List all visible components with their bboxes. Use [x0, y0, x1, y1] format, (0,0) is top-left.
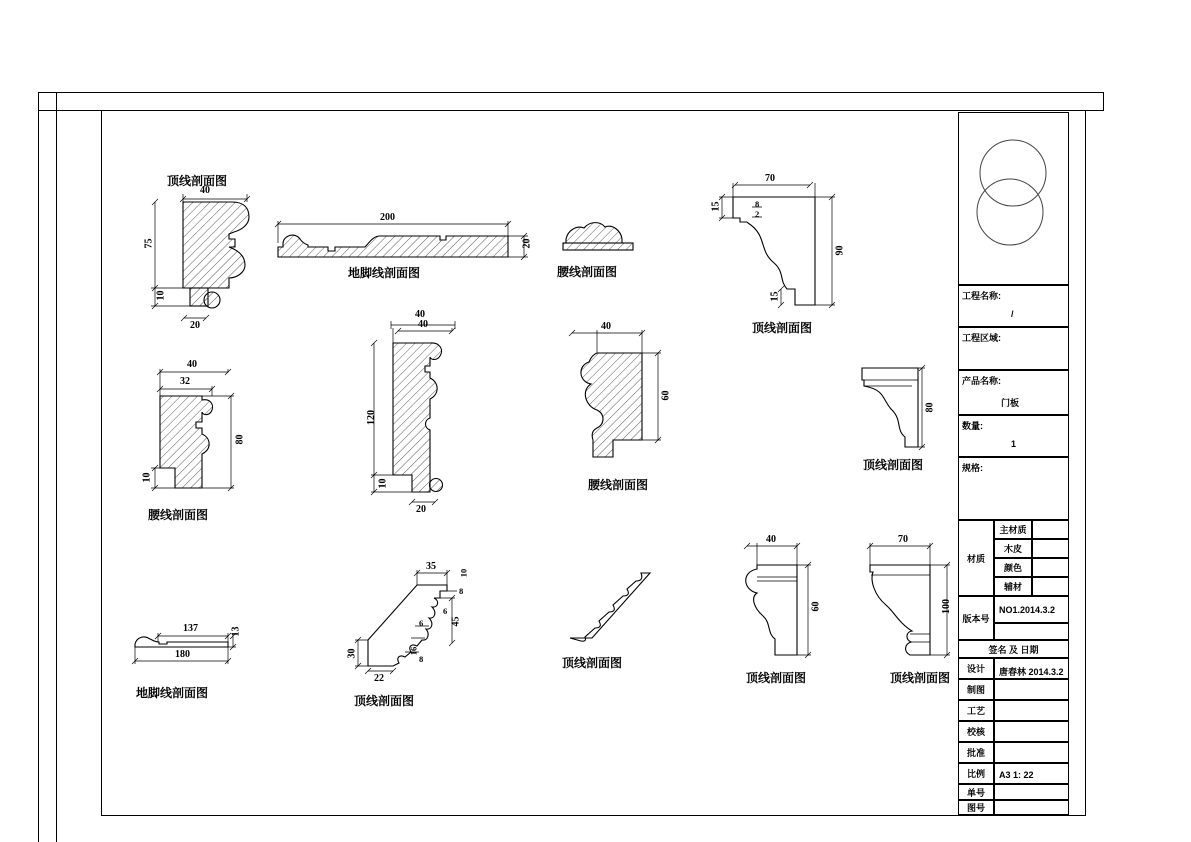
fig-tall-molding	[366, 319, 480, 520]
dim-label: 35	[426, 561, 436, 572]
fig-crown-molding-dimensioned	[345, 560, 480, 712]
sign-date-header	[958, 640, 1069, 658]
quantity-label: 数量:	[962, 421, 983, 431]
dim-label: 16	[408, 646, 419, 656]
dim-label: 15	[710, 201, 722, 212]
dim-label: 60	[810, 601, 822, 612]
row-value	[994, 721, 1069, 742]
version-value-cell	[994, 596, 1069, 623]
dim-label: 10	[141, 472, 153, 483]
figure-caption: 顶线剖面图	[354, 694, 415, 708]
profile-drawing	[370, 320, 480, 520]
material-label-cell	[958, 520, 994, 596]
figure-caption: 腰线剖面图	[557, 265, 618, 279]
figure-caption: 顶线剖面图	[752, 321, 813, 335]
row-value	[994, 700, 1069, 721]
profile-drawing	[700, 175, 860, 337]
dim-label: 40	[601, 321, 611, 332]
material-row-value	[1032, 558, 1069, 577]
dim-label: 70	[765, 173, 775, 184]
profile-drawing	[555, 320, 685, 495]
row-value-text: A3 1: 22	[999, 770, 1034, 780]
row-value	[994, 784, 1069, 800]
border-line	[56, 92, 57, 842]
fig-skirting-section-2	[125, 600, 270, 705]
company-logo-circles	[959, 113, 1068, 284]
material-row-label	[994, 558, 1032, 577]
row-label-text: 批准	[966, 748, 985, 758]
dim-label: 6	[419, 618, 424, 628]
material-row-value	[1032, 520, 1069, 539]
sign-date-text: 签名 及 日期	[988, 644, 1039, 655]
material-row-text: 木皮	[1003, 544, 1022, 554]
spec-label: 规格:	[962, 463, 983, 473]
dim-label: 13	[230, 626, 242, 637]
row-label-text: 工艺	[966, 706, 985, 716]
fig-waist-molding-small	[550, 215, 650, 285]
row-label-text: 图号	[966, 803, 985, 813]
fig-cornice-section	[700, 175, 860, 337]
dim-label: 60	[660, 390, 672, 401]
dim-label: 20	[190, 320, 200, 331]
dim-label: 100	[941, 599, 952, 614]
dim-label: 20	[521, 238, 533, 249]
row-value	[994, 742, 1069, 763]
version-value: NO1.2014.3.2	[999, 605, 1056, 615]
scale-bar-label: 40	[415, 309, 425, 320]
project-name-value: /	[1011, 309, 1014, 319]
dim-label: 80	[924, 402, 936, 413]
fig-top-molding-1	[140, 170, 280, 340]
row-label-text: 校核	[966, 727, 985, 737]
material-row-value	[1032, 577, 1069, 596]
fig-bracket-section-1	[850, 360, 960, 475]
row-value-text: 唐春林 2014.3.2	[999, 667, 1064, 677]
material-row-label	[994, 539, 1032, 558]
dim-label: 75	[143, 238, 155, 249]
row-label	[958, 763, 994, 784]
dim-label: 180	[175, 649, 190, 660]
fig-waist-molding-2	[555, 320, 685, 495]
figure-caption: 顶线剖面图	[167, 174, 228, 188]
version-label-cell	[958, 596, 994, 640]
row-label-text: 制图	[966, 685, 985, 695]
dim-label: 32	[180, 376, 190, 387]
figure-caption: 地脚线剖面图	[136, 686, 209, 700]
dim-label: 40	[200, 185, 210, 196]
row-label-text: 比例	[966, 769, 985, 779]
dim-label: 200	[380, 212, 395, 223]
material-row-value	[1032, 539, 1069, 558]
dim-label: 40	[187, 359, 197, 370]
dim-label: 8	[755, 199, 760, 209]
material-row-text: 主材质	[999, 525, 1027, 535]
row-label-text: 设计	[966, 664, 985, 674]
fig-waist-molding	[140, 360, 265, 525]
row-label	[958, 784, 994, 800]
row-value	[994, 800, 1069, 815]
dim-label: 120	[366, 410, 377, 425]
project-name-cell	[958, 285, 1069, 327]
border-line	[1103, 92, 1104, 111]
dim-label: 15	[769, 291, 781, 302]
profile-drawing	[860, 535, 970, 690]
dim-label: 80	[234, 434, 246, 445]
project-area-label: 工程区域:	[962, 333, 1001, 343]
figure-caption: 顶线剖面图	[746, 671, 807, 685]
dim-label: 2	[755, 209, 760, 219]
dim-label: 40	[418, 319, 428, 330]
material-row-text: 辅材	[1003, 582, 1022, 592]
material-row-text: 颜色	[1003, 563, 1022, 573]
row-label	[958, 721, 994, 742]
project-area-cell	[958, 327, 1069, 370]
profile-drawing	[140, 170, 280, 340]
border-line	[38, 92, 1104, 93]
title-block	[958, 112, 1069, 815]
dim-label: 10	[458, 568, 469, 578]
row-value	[994, 679, 1069, 700]
row-label	[958, 742, 994, 763]
quantity-value: 1	[1011, 439, 1017, 449]
row-label	[958, 700, 994, 721]
figure-caption: 顶线剖面图	[890, 671, 951, 685]
product-name-cell	[958, 370, 1069, 415]
dim-label: 70	[898, 534, 908, 545]
dim-label: 40	[766, 534, 776, 545]
dim-label: 6	[443, 606, 448, 616]
row-value	[994, 763, 1069, 784]
profile-drawing	[345, 560, 480, 712]
dim-label: 22	[374, 673, 384, 684]
version-label: 版本号	[962, 613, 990, 624]
dim-label: 90	[834, 245, 846, 256]
dim-label: 10	[155, 290, 167, 301]
project-name-label: 工程名称:	[962, 291, 1001, 301]
fig-bracket-section-3	[860, 535, 970, 690]
product-name-label: 产品名称:	[962, 376, 1001, 386]
row-label-text: 单号	[966, 787, 985, 798]
material-row-label	[994, 577, 1032, 596]
quantity-cell	[958, 415, 1069, 457]
material-label: 材质	[966, 553, 985, 564]
material-row-label	[994, 520, 1032, 539]
dim-label: 45	[450, 616, 462, 627]
dim-label: 20	[416, 504, 426, 515]
figure-caption: 地脚线剖面图	[348, 266, 421, 280]
figure-caption: 顶线剖面图	[562, 656, 623, 670]
row-label	[958, 658, 994, 679]
version-empty-cell	[994, 623, 1069, 640]
border-line	[38, 92, 39, 842]
spec-cell	[958, 457, 1069, 520]
row-value	[994, 658, 1069, 679]
figure-caption: 顶线剖面图	[863, 458, 924, 472]
product-name-value: 门板	[1001, 398, 1020, 408]
row-label	[958, 679, 994, 700]
dim-label: 8	[459, 586, 464, 596]
dim-label: 137	[183, 623, 198, 634]
dim-label: 30	[346, 648, 358, 659]
row-label	[958, 800, 994, 815]
dim-label: 8	[419, 654, 424, 664]
figure-caption: 腰线剖面图	[588, 478, 649, 492]
profile-drawing	[140, 360, 265, 525]
logo-cell	[958, 112, 1069, 285]
fig-bracket-section-2	[730, 535, 835, 687]
dim-label: 10	[377, 478, 389, 489]
fig-crown-molding-diagonal	[545, 565, 665, 675]
figure-caption: 腰线剖面图	[148, 508, 209, 522]
